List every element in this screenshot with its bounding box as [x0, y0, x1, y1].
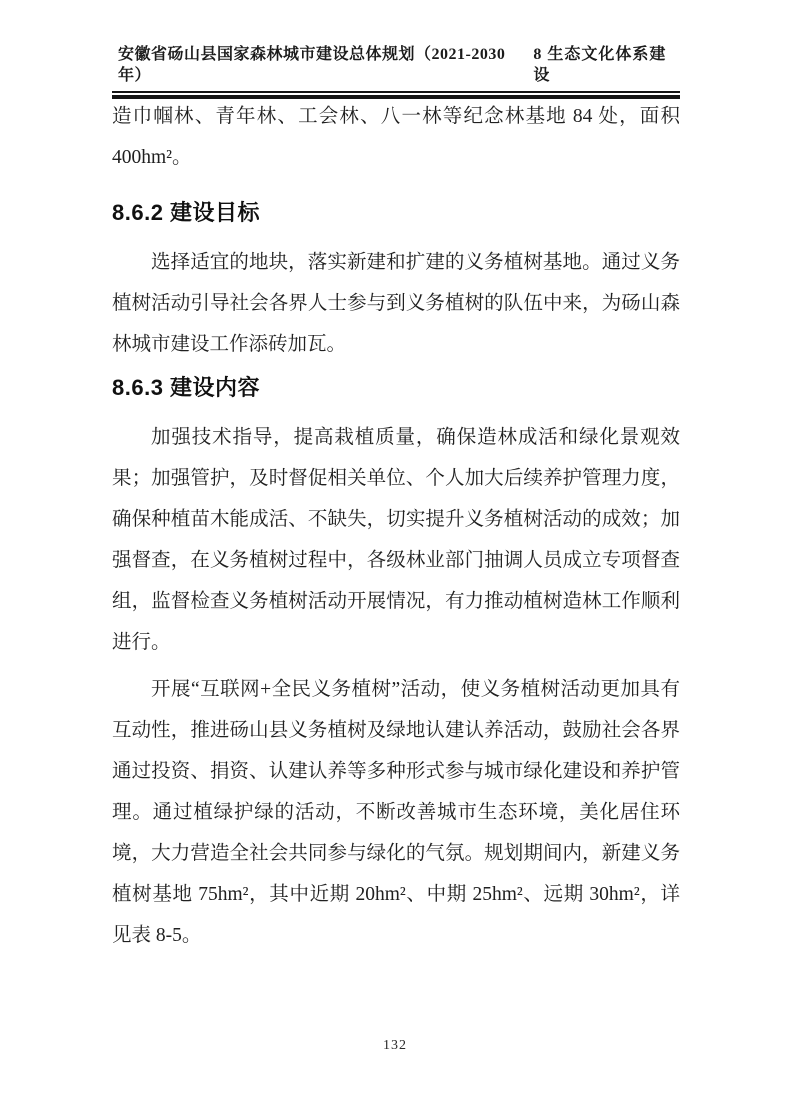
- paragraph-continuation: 造巾帼林、青年林、工会林、八一林等纪念林基地 84 处，面积 400hm²。: [112, 106, 680, 168]
- section-heading-8-6-2: 8.6.2 建设目标: [112, 200, 261, 225]
- header-document-title: 安徽省砀山县国家森林城市建设总体规划（2021-2030 年）: [118, 46, 506, 84]
- section-heading-8-6-3: 8.6.3 建设内容: [112, 375, 261, 400]
- document-body: [112, 77, 680, 956]
- page-footer: [0, 1038, 790, 1054]
- header-chapter-title: 8 生态文化体系建设: [533, 46, 667, 84]
- paragraph-goal: 选择适宜的地块，落实新建和扩建的义务植树基地。通过义务植树活动引导社会各界人士参与到义务植树的队伍中来，为砀山森林城市建设工作添砖加瓦。: [112, 252, 680, 355]
- paragraph-content-1: 加强技术指导，提高栽植质量，确保造林成活和绿化景观效果；加强管护，及时督促相关单位、个人加大后续养护管理力度，确保种植苗木能成活、不缺失，切实提升义务植树活动的成效；加强督查，在义务植树过程中，各级林业部门抽调人员成立专项督查组，监督检查义务植树活动开展情况，有力推动植树造林工作顺利进行。: [112, 427, 680, 653]
- page-number: 132: [383, 1038, 407, 1053]
- paragraph-content-2: 开展“互联网+全民义务植树”活动，使义务植树活动更加具有互动性，推进砀山县义务植树及绿地认建认养活动，鼓励社会各界通过投资、捐资、认建认养等多种形式参与城市绿化建设和养护管理。通过植绿护绿的活动，不断改善城市生态环境，美化居住环境，大力营造全社会共同参与绿化的气氛。规划期间内，新建义务植树基地 75hm²，其中近期 20hm²、中期 25hm²、远期 30hm²，详见表 8-5。: [112, 679, 680, 946]
